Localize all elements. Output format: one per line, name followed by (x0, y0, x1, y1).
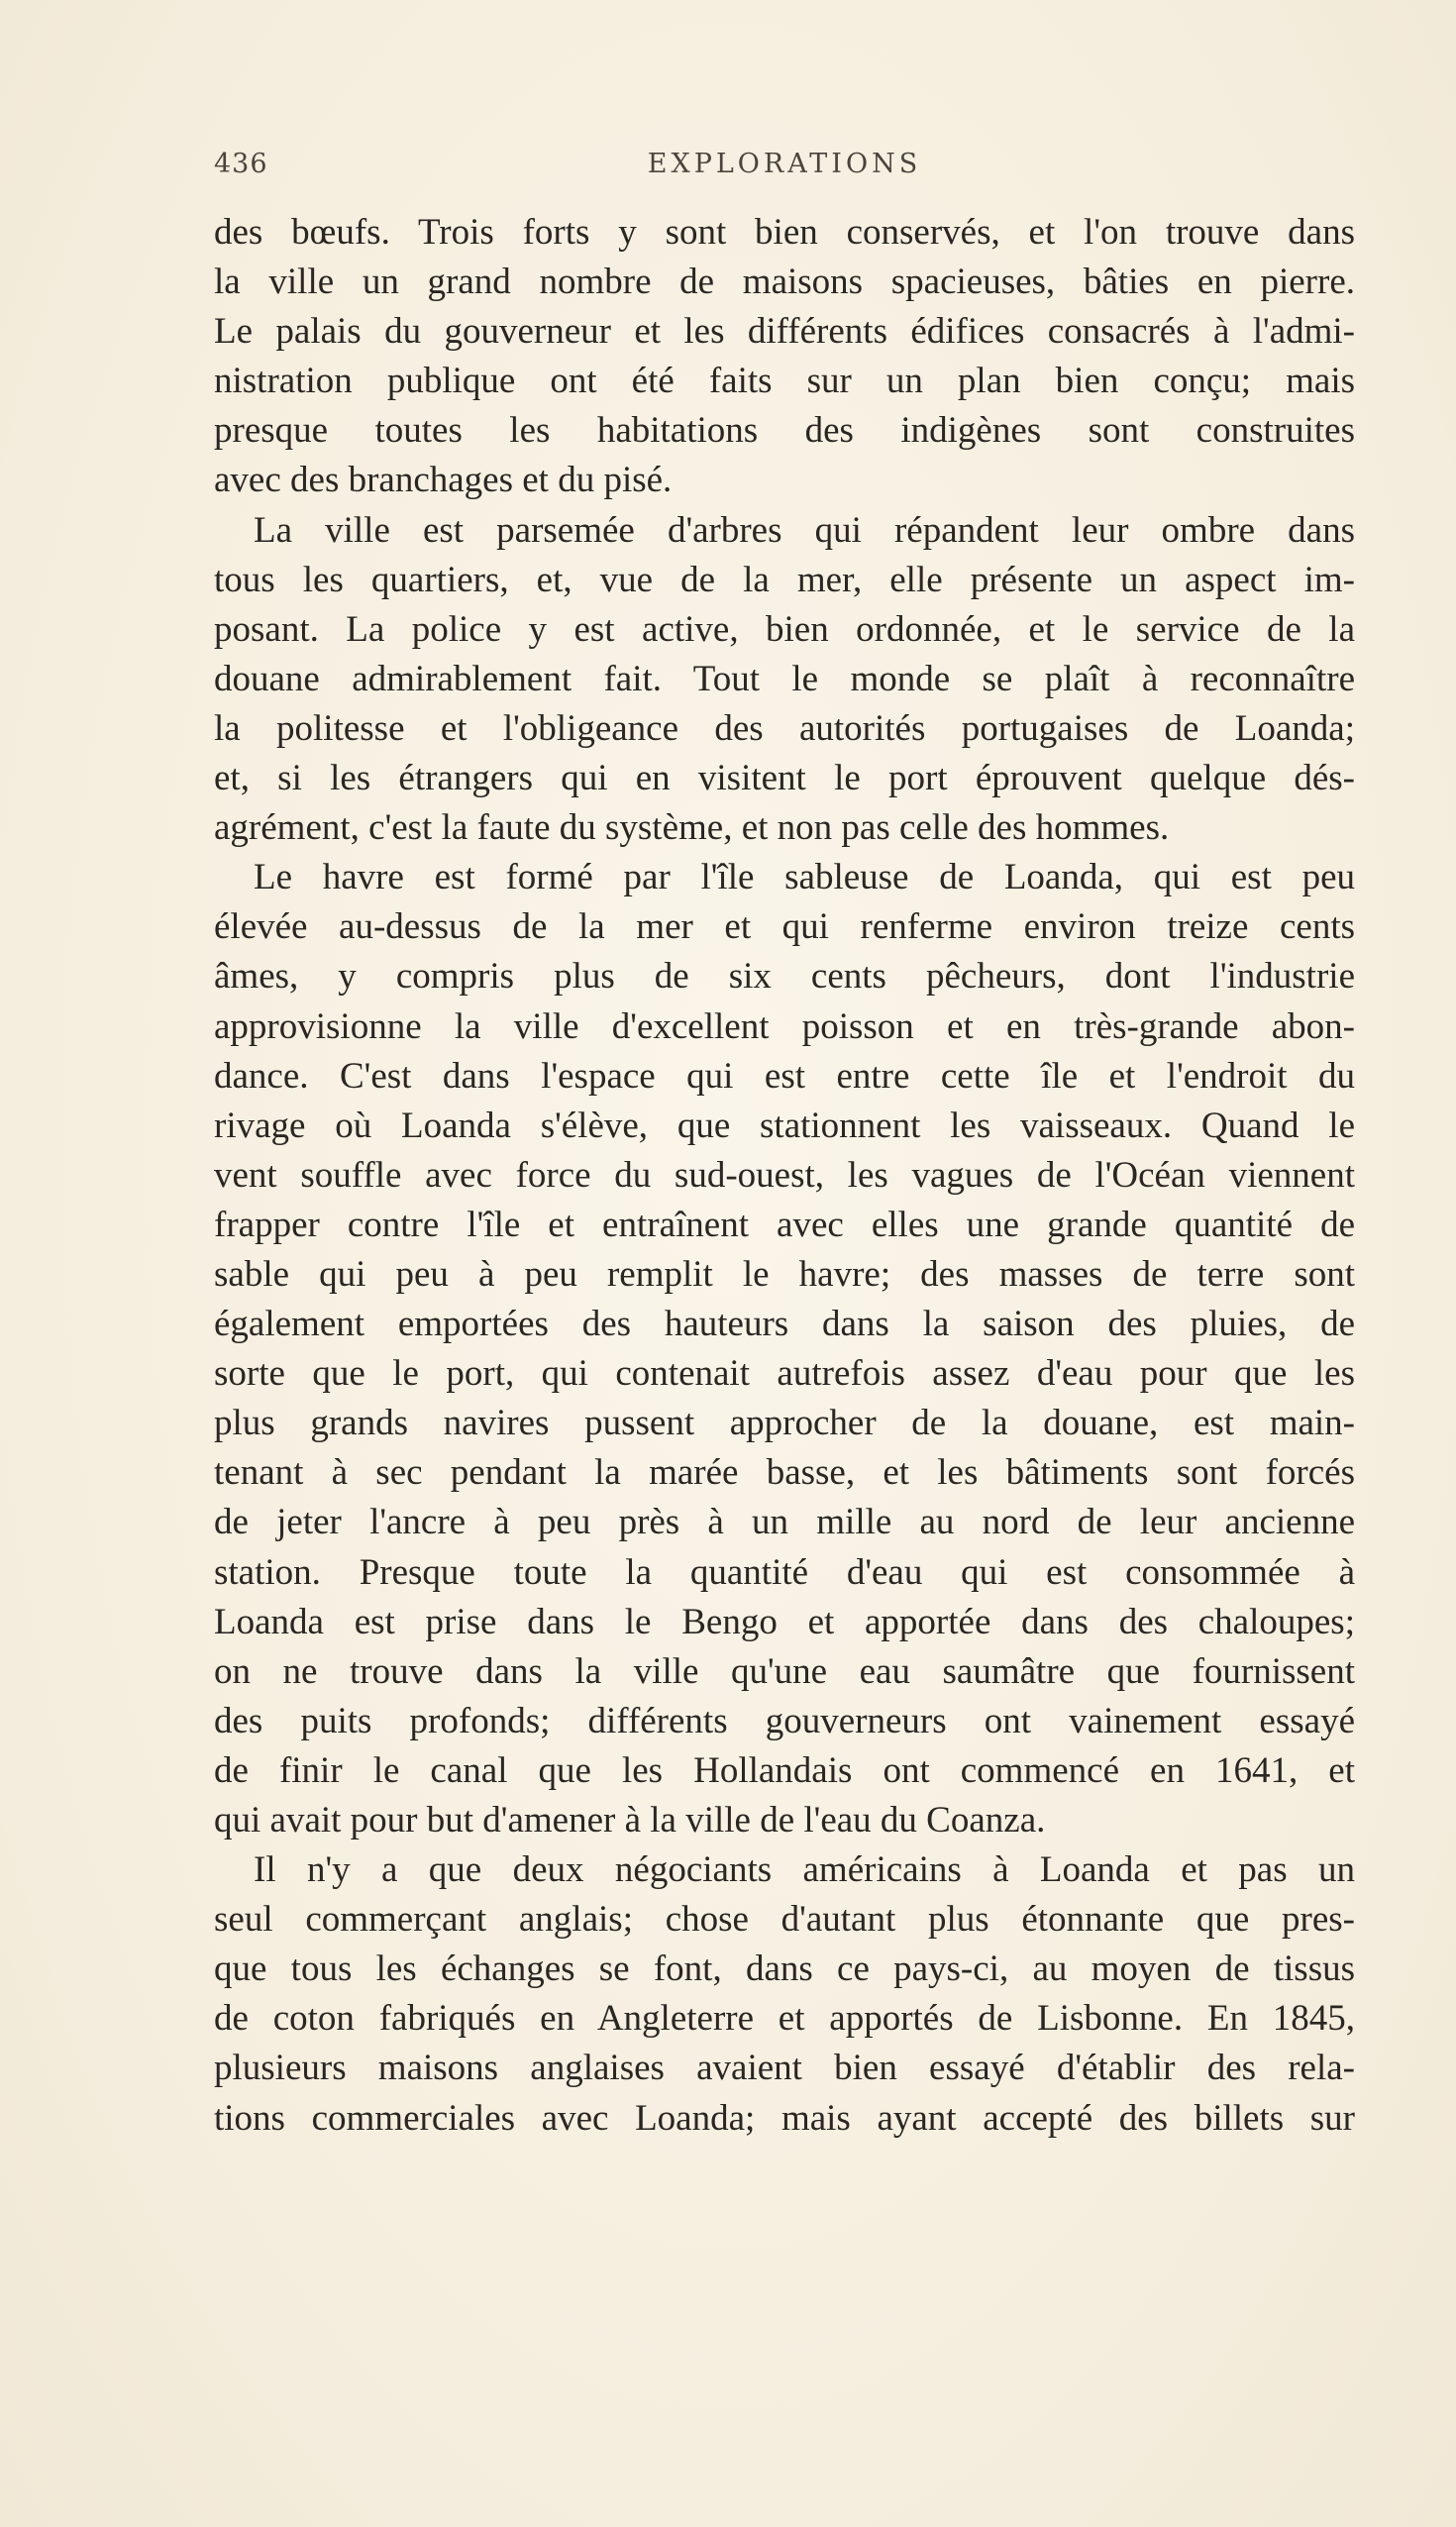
text-line: de finir le canal que les Hollandais ont commencé en 1641, et (214, 1749, 1355, 1791)
text-line: de coton fabriqués en Angleterre et apportés de Lisbonne. En 1845, (214, 1998, 1355, 2040)
text-line: vent souffle avec force du sud-ouest, les vagues de l'Océan viennent (214, 1154, 1355, 1196)
paragraph-2 (214, 506, 1355, 854)
text-line: élevée au-dessus de la mer et qui renferme environ treize cents (214, 906, 1355, 948)
text-line: agrément, c'est la faute du système, et non pas celle des hommes. (214, 807, 1170, 849)
page-number: 436 (214, 149, 268, 179)
text-line: sable qui peu à peu remplit le havre; des masses de terre sont (214, 1253, 1355, 1295)
text-line: la ville un grand nombre de maisons spacieuses, bâties en pierre. (214, 262, 1355, 303)
text-line: Loanda est prise dans le Bengo et apportée dans des chaloupes; (214, 1601, 1355, 1642)
text-line: Il n'y a que deux négociants américains à Loanda et pas un (254, 1849, 1355, 1891)
text-line: La ville est parsemée d'arbres qui répandent leur ombre dans (254, 509, 1355, 551)
text-line: Le palais du gouverneur et les différents édifices consacrés à l'admi- (214, 311, 1355, 353)
text-line: de jeter l'ancre à peu près à un mille au nord de leur ancienne (214, 1502, 1355, 1543)
text-line: que tous les échanges se font, dans ce pays-ci, au moyen de tissus (214, 1948, 1355, 1990)
text-line: seul commerçant anglais; chose d'autant plus étonnante que pres- (214, 1899, 1355, 1941)
text-line: avec des branchages et du pisé. (214, 460, 673, 501)
text-line: Le havre est formé par l'île sableuse de Loanda, qui est peu (254, 857, 1355, 898)
body-text (214, 208, 1355, 2144)
text-line: station. Presque toute la quantité d'eau qui est consommée à (214, 1551, 1355, 1593)
running-title: EXPLORATIONS (647, 149, 922, 179)
running-head (214, 149, 1355, 192)
text-line: et, si les étrangers qui en visitent le port éprouvent quelque dés- (214, 758, 1355, 799)
text-line: douane admirablement fait. Tout le monde se plaît à reconnaître (214, 658, 1355, 699)
paragraph-4 (214, 1845, 1355, 2144)
text-line: frapper contre l'île et entraînent avec elles une grande quantité de (214, 1204, 1355, 1245)
text-line: la politesse et l'obligeance des autorités portugaises de Loanda; (214, 707, 1355, 749)
text-line: des puits profonds; différents gouverneurs ont vainement essayé (214, 1700, 1355, 1741)
text-line: plusieurs maisons anglaises avaient bien essayé d'établir des rela- (214, 2048, 1355, 2089)
text-line: rivage où Loanda s'élève, que stationnent les vaisseaux. Quand le (214, 1105, 1355, 1146)
text-line: tions commerciales avec Loanda; mais ayant accepté des billets sur (214, 2097, 1355, 2139)
paragraph-3 (214, 853, 1355, 1845)
text-line: nistration publique ont été faits sur un plan bien conçu; mais (214, 361, 1355, 402)
paragraph-1 (214, 208, 1355, 506)
text-line: dance. C'est dans l'espace qui est entre cette île et l'endroit du (214, 1055, 1355, 1097)
text-line: également emportées des hauteurs dans la saison des pluies, de (214, 1304, 1355, 1345)
text-line: âmes, y compris plus de six cents pêcheurs, dont l'industrie (214, 956, 1355, 998)
text-line: on ne trouve dans la ville qu'une eau saumâtre que fournissent (214, 1650, 1355, 1692)
text-line: qui avait pour but d'amener à la ville de l'eau du Coanza. (214, 1800, 1046, 1841)
text-line: posant. La police y est active, bien ordonnée, et le service de la (214, 608, 1355, 650)
text-line: plus grands navires pussent approcher de la douane, est main- (214, 1403, 1355, 1444)
text-line: tous les quartiers, et, vue de la mer, elle présente un aspect im- (214, 559, 1355, 600)
text-line: presque toutes les habitations des indigènes sont construites (214, 410, 1355, 452)
text-line: des bœufs. Trois forts y sont bien conservés, et l'on trouve dans (214, 212, 1355, 253)
text-line: tenant à sec pendant la marée basse, et les bâtiments sont forcés (214, 1452, 1355, 1494)
text-line: sorte que le port, qui contenait autrefois assez d'eau pour que les (214, 1353, 1355, 1395)
text-line: approvisionne la ville d'excellent poisson et en très-grande abon- (214, 1005, 1355, 1047)
